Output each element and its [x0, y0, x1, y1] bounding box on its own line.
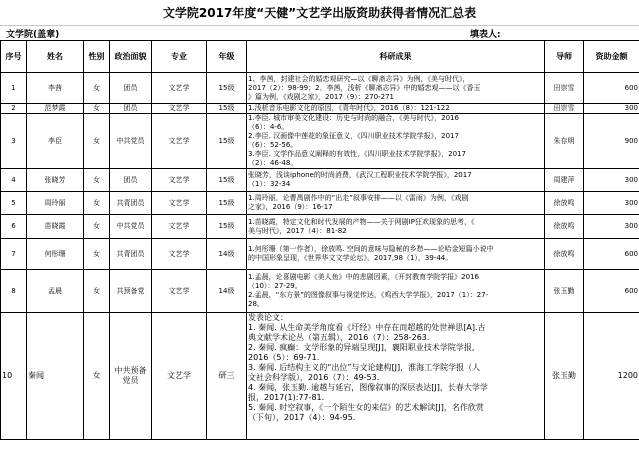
cell-advisor: 朱存明	[545, 114, 584, 169]
cell-seq: 7	[1, 239, 27, 270]
cell-amount: 300	[584, 169, 639, 192]
cell-advisor: 周建萍	[545, 169, 584, 192]
cell-major: 文艺学	[152, 270, 207, 313]
cell-major: 文艺学	[152, 215, 207, 239]
cell-advisor: 张玉勤	[545, 270, 584, 313]
achievement-line: 3. 秦闻. 后结构主义的“出位”与文论建构[J]，淮海工学院学报（人	[248, 363, 481, 372]
cell-political: 中共预备党员	[110, 313, 152, 440]
achievement-line: （10）：27-29。	[248, 282, 302, 290]
cell-achievements	[247, 215, 545, 239]
cell-major: 文艺学	[152, 104, 207, 114]
achievement-line: （2）：46-48。	[248, 159, 298, 167]
header-seq: 序号	[1, 41, 27, 73]
achievement-line: 报，2017(1):77-81.	[248, 393, 325, 402]
unit-line	[0, 26, 639, 40]
cell-political: 中共党员	[110, 215, 152, 239]
cell-name: 李臣	[27, 114, 84, 169]
cell-grade: 15级	[207, 104, 247, 114]
achievement-line: 28。	[248, 300, 264, 308]
cell-advisor: 徐放鸣	[545, 192, 584, 215]
cell-seq: 8	[1, 270, 27, 313]
cell-grade: 14级	[207, 239, 247, 270]
cell-gender: 女	[84, 104, 110, 114]
cell-major: 文艺学	[152, 239, 207, 270]
cell-name: 何彤珊	[27, 239, 84, 270]
cell-seq: 6	[1, 215, 27, 239]
header-advisor: 导师	[545, 41, 584, 73]
cell-major: 文艺学	[152, 313, 207, 440]
cell-name: 张晓芳	[27, 169, 84, 192]
header-name: 姓名	[27, 41, 84, 73]
achievement-line: 典文献学术论丛（第五辑），2016（7）：258-263.	[248, 333, 430, 342]
achievement-line: 之家》，2016（9）：16-17	[248, 203, 333, 211]
cell-achievements	[247, 313, 545, 440]
cell-major: 文艺学	[152, 169, 207, 192]
cell-gender: 女	[84, 270, 110, 313]
cell-achievements	[247, 239, 545, 270]
header-row	[1, 41, 639, 73]
header-grade: 年级	[207, 41, 247, 73]
cell-amount: 600	[584, 239, 639, 270]
achievement-line: 1.孟晨，论喜剧电影《美人鱼》中的悲剧因素，《开封教育学院学报》2016	[248, 273, 479, 281]
cell-political: 共青团员	[110, 192, 152, 215]
header-amount: 资助金额	[584, 41, 639, 73]
cell-amount: 600	[584, 73, 639, 104]
cell-advisor: 张玉勤	[545, 313, 584, 440]
cell-gender: 女	[84, 169, 110, 192]
cell-name: 李茜	[27, 73, 84, 104]
table-row	[1, 73, 639, 104]
cell-advisor: 徐放鸣	[545, 239, 584, 270]
cell-name: 苗晓霞	[27, 215, 84, 239]
cell-grade: 15级	[207, 73, 247, 104]
unit-label: 文学院(盖章)	[6, 30, 60, 40]
cell-amount: 600	[584, 270, 639, 313]
achievement-line: 发表论文：	[248, 313, 288, 322]
cell-seq: 10	[1, 313, 27, 440]
achievement-line: 1.苗晓霞，特定文化和时代发展的产物——关于网剧IP狂欢现象的思考，《	[248, 217, 475, 226]
header-political: 政治面貌	[110, 41, 152, 73]
cell-achievements	[247, 73, 545, 104]
cell-amount: 900	[584, 114, 639, 169]
cell-political: 团员	[110, 73, 152, 104]
cell-name: 周玲丽	[27, 192, 84, 215]
achievement-line: 》篇为例，《戏剧之家》，2017（9）：270-271	[248, 92, 395, 101]
cell-political: 团员	[110, 169, 152, 192]
achievement-line: 文社会科学版），2016（7）：49-53.	[248, 373, 380, 382]
cell-grade: 15级	[207, 169, 247, 192]
cell-advisor: 徐放鸣	[545, 215, 584, 239]
achievement-line: 2.孟晨，“东方景”的图像叙事与视觉传达，《鸡西大学学报》，2017（1）：27-	[248, 291, 489, 299]
cell-political: 共预备党	[110, 270, 152, 313]
header-major: 专业	[152, 41, 207, 73]
achievement-line: （6）：52-56。	[248, 141, 298, 149]
sheet-title: 文学院2017年度“天健”文艺学出版资助获得者情况汇总表	[0, 0, 639, 26]
achievement-line: 1、李茜，封建社会的婚恋观研究—以《聊斋志异》为例，《美与时代》，	[248, 74, 470, 83]
cell-grade: 15级	[207, 192, 247, 215]
cell-achievements	[247, 114, 545, 169]
achievement-line: 1.周玲丽，论曹禺剧作中的“出走”叙事安排——以《雷雨》为例，《戏剧	[248, 194, 469, 202]
achievement-line: （6）：4-6。	[248, 123, 289, 131]
cell-name: 范梦霞	[27, 104, 84, 114]
cell-grade: 14级	[207, 270, 247, 313]
header-gender: 性别	[84, 41, 110, 73]
table-row	[1, 114, 639, 169]
achievement-line: 2017（2）：98-99；2、李茜，浅析《聊斋志异》中的婚恋观——以《香玉	[248, 83, 481, 92]
achievement-line: 1.李臣. 城市审美文化建设：历史与时尚的融合，《美与时代》，2016	[248, 114, 459, 122]
achievement-line: 1. 秦闻. 从生命美学角度看《圩经》中存在而超越的处世禅思[A].古	[248, 323, 486, 332]
cell-grade: 15级	[207, 215, 247, 239]
cell-seq: 5	[1, 192, 27, 215]
achievement-line: 5. 秦闻. 时空叙事，《一个陌生女的来信》的艺术解读[J]，名作欣赏	[248, 403, 484, 412]
cell-political: 团员	[110, 104, 152, 114]
cell-achievements	[247, 270, 545, 313]
cell-amount: 1200	[584, 313, 639, 440]
cell-advisor: 田崇雪	[545, 104, 584, 114]
cell-seq: 3	[1, 114, 27, 169]
cell-political: 中共党员	[110, 114, 152, 169]
achievement-line: 美与时代》，2017（4）：81-82	[248, 226, 347, 235]
table-row	[1, 215, 639, 239]
cell-seq: 4	[1, 169, 27, 192]
table-row	[1, 270, 639, 313]
achievement-line: （1）：32-34	[248, 180, 291, 188]
cell-achievements	[247, 169, 545, 192]
cell-major: 文艺学	[152, 73, 207, 104]
achievement-line: 1.浅析音乐电影文化的原因，《青年时代》，2016（8）：121-122	[248, 104, 450, 112]
header-achievements: 科研成果	[247, 41, 545, 73]
cell-seq: 2	[1, 104, 27, 114]
cell-grade: 15级	[207, 114, 247, 169]
cell-major: 文艺学	[152, 114, 207, 169]
achievement-line: 张晓芳，浅谈iphone的时尚消费，《武汉工程职业技术学院学报》，2017	[248, 171, 472, 179]
table-row	[1, 169, 639, 192]
table-row	[1, 239, 639, 270]
achievement-line: 2.李臣. 汉画像中莲花的象征意义，《四川职业技术学院学报》，2017	[248, 132, 459, 140]
cell-achievements	[247, 104, 545, 114]
filler-label: 填表人:	[470, 30, 501, 40]
cell-achievements	[247, 192, 545, 215]
cell-amount: 300	[584, 215, 639, 239]
cell-gender: 女	[84, 114, 110, 169]
cell-political: 共青团员	[110, 239, 152, 270]
achievement-line: 2. 秦闻. 疯癫：文学形象的异端呈现[J]，襄阳职业技术学院学报,	[248, 343, 475, 352]
cell-name: 孟晨	[27, 270, 84, 313]
achievement-line: （下旬），2017（4）：94-95.	[248, 413, 356, 422]
cell-name: 秦闻	[27, 313, 84, 440]
cell-gender: 女	[84, 239, 110, 270]
cell-gender: 女	[84, 313, 110, 440]
table-row	[1, 313, 639, 440]
cell-seq: 1	[1, 73, 27, 104]
summary-table	[0, 40, 639, 440]
cell-amount: 300	[584, 104, 639, 114]
table-row	[1, 192, 639, 215]
cell-gender: 女	[84, 73, 110, 104]
cell-gender: 女	[84, 192, 110, 215]
cell-amount: 300	[584, 192, 639, 215]
table-row	[1, 104, 639, 114]
achievement-line: 3.李臣. 文学作品意义阐释的有效性，《四川职业技术学院学报》，2017	[248, 150, 466, 158]
achievement-line: 1.何彤珊（第一作者），徐放鸣. 空间的意味与隐秘的乡愁——论哈金短篇小说中	[248, 245, 494, 253]
achievement-line: 4. 秦闻，张玉勤. 逾越与延宕，图像叙事的深层表达[J]，长春大学学	[248, 383, 488, 392]
achievement-line: 2016（5）：69-71.	[248, 353, 320, 362]
cell-major: 文艺学	[152, 192, 207, 215]
cell-grade: 研三	[207, 313, 247, 440]
cell-gender: 女	[84, 215, 110, 239]
achievement-line: 的中国形象呈现，《世界华文文学论坛》，2017,98（1），39-44。	[248, 254, 453, 262]
cell-advisor: 田崇雪	[545, 73, 584, 104]
